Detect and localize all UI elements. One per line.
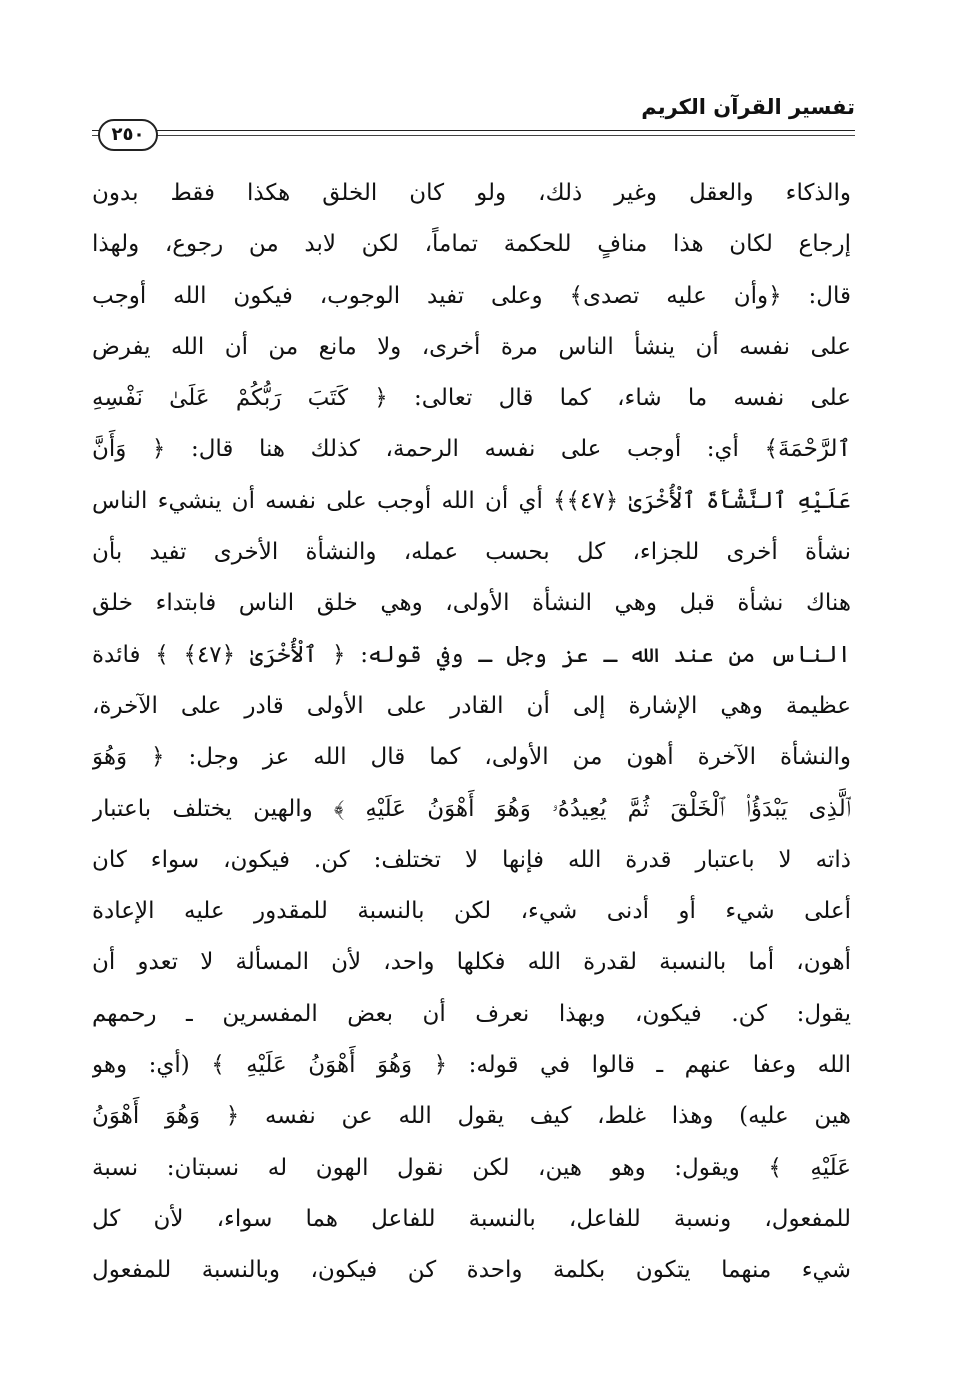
text-line: إرجاع لكان هذا منافٍ للحكمة تماماً، لكن لابد من رجوع، ولهذا (92, 231, 851, 258)
text-line: والنشأة الآخرة أهون من الأولى، كما قال الله عز وجل: ﴿ وَهُوَ (92, 744, 851, 771)
page-number: ٢٥٠ (98, 119, 158, 151)
text-line: للمفعول، ونسبة للفاعل، بالنسبة للفاعل هما سواء، لأن كل (92, 1205, 851, 1232)
text-line: ٱلَّذِى يَبْدَؤُا۟ ٱلْخَلْقَ ثُمَّ يُعِيدُهُۥ وَهُوَ أَهْوَنُ عَلَيْهِ ﴾ والهين يختلف باعتبار (92, 795, 851, 822)
text-line: على نفسه ما شاء، كما قال تعالى: ﴿ كَتَبَ رَبُّكُمْ عَلَىٰ نَفْسِهِ (92, 385, 851, 412)
text-line: هين عليه) وهذا غلط، كيف يقول الله عن نفسه ﴿ وَهُوَ أَهْوَنُ (92, 1103, 851, 1130)
text-line: قال: ﴿وأن عليه تصدى﴾ وعلى تفيد الوجوب، فيكون الله أوجب (92, 282, 851, 309)
header-divider-secondary (92, 135, 855, 136)
text-line: على نفسه أن ينشأ الناس مرة أخرى، ولا مانع من أن الله يفرض (92, 333, 851, 360)
text-line: شيء منهما يتكون بكلمة واحدة كن فيكون، وبالنسبة للمفعول (92, 1257, 851, 1284)
text-line: أهون، أما بالنسبة لقدرة الله فكلها واحد، لأن المسألة لا تعدو أن (92, 949, 851, 976)
text-line: ذاته لا باعتبار قدرة الله فإنها لا تختلف: كن. فيكون، سواء كان (92, 846, 851, 873)
text-line: هناك نشأة قبل وهي النشأة الأولى، وهي خلق الناس فابتداء خلق (92, 590, 851, 617)
text-line: عَلَيْهِ ٱلنَّشْأَةَ ٱلْأُخْرَىٰ ﴿٤٧﴾﴾ أي أن الله أوجب على نفسه أن ينشيء الناس (92, 487, 851, 514)
text-line: يقول: كن. فيكون، وبهذا نعرف أن بعض المفسرين ـ رحمهم (92, 1000, 851, 1027)
text-line: الناس من عند الله ـ عز وجل ـ وفي قوله: ﴿ ٱلْأُخْرَىٰ ﴿٤٧﴾ ﴾ فائدة (92, 641, 851, 668)
text-line: أعلى شيء أو أدنى شيء، لكن بالنسبة للمقدور عليه الإعادة (92, 898, 851, 925)
text-line: عظيمة وهي الإشارة إلى أن القادر على الأولى قادر على الآخرة، (92, 692, 851, 719)
text-line: ٱلرَّحْمَةَ﴾ أي: أوجب على نفسه الرحمة، كذلك هنا قال: ﴿ وَأَنَّ (92, 436, 851, 463)
text-line: نشأة أخرى للجزاء، كل بحسب عمله، والنشأة الأخرى تفيد بأن (92, 539, 851, 566)
page-header (92, 92, 855, 152)
book-title: تفسير القرآن الكريم (641, 95, 855, 119)
text-line: والذكاء والعقل وغير ذلك، ولو كان الخلق هكذا فقط بدون (92, 180, 851, 206)
header-divider (92, 130, 855, 131)
body-text (92, 168, 851, 1297)
text-line: عَلَيْهِ ﴾ ويقول: وهو هين، لكن نقول الهون له نسبتان: نسبة (92, 1154, 851, 1181)
text-line: الله وعفا عنهم ـ قالوا في قوله: ﴿ وَهُوَ أَهْوَنُ عَلَيْهِ ﴾ (أي: وهو (92, 1052, 851, 1079)
